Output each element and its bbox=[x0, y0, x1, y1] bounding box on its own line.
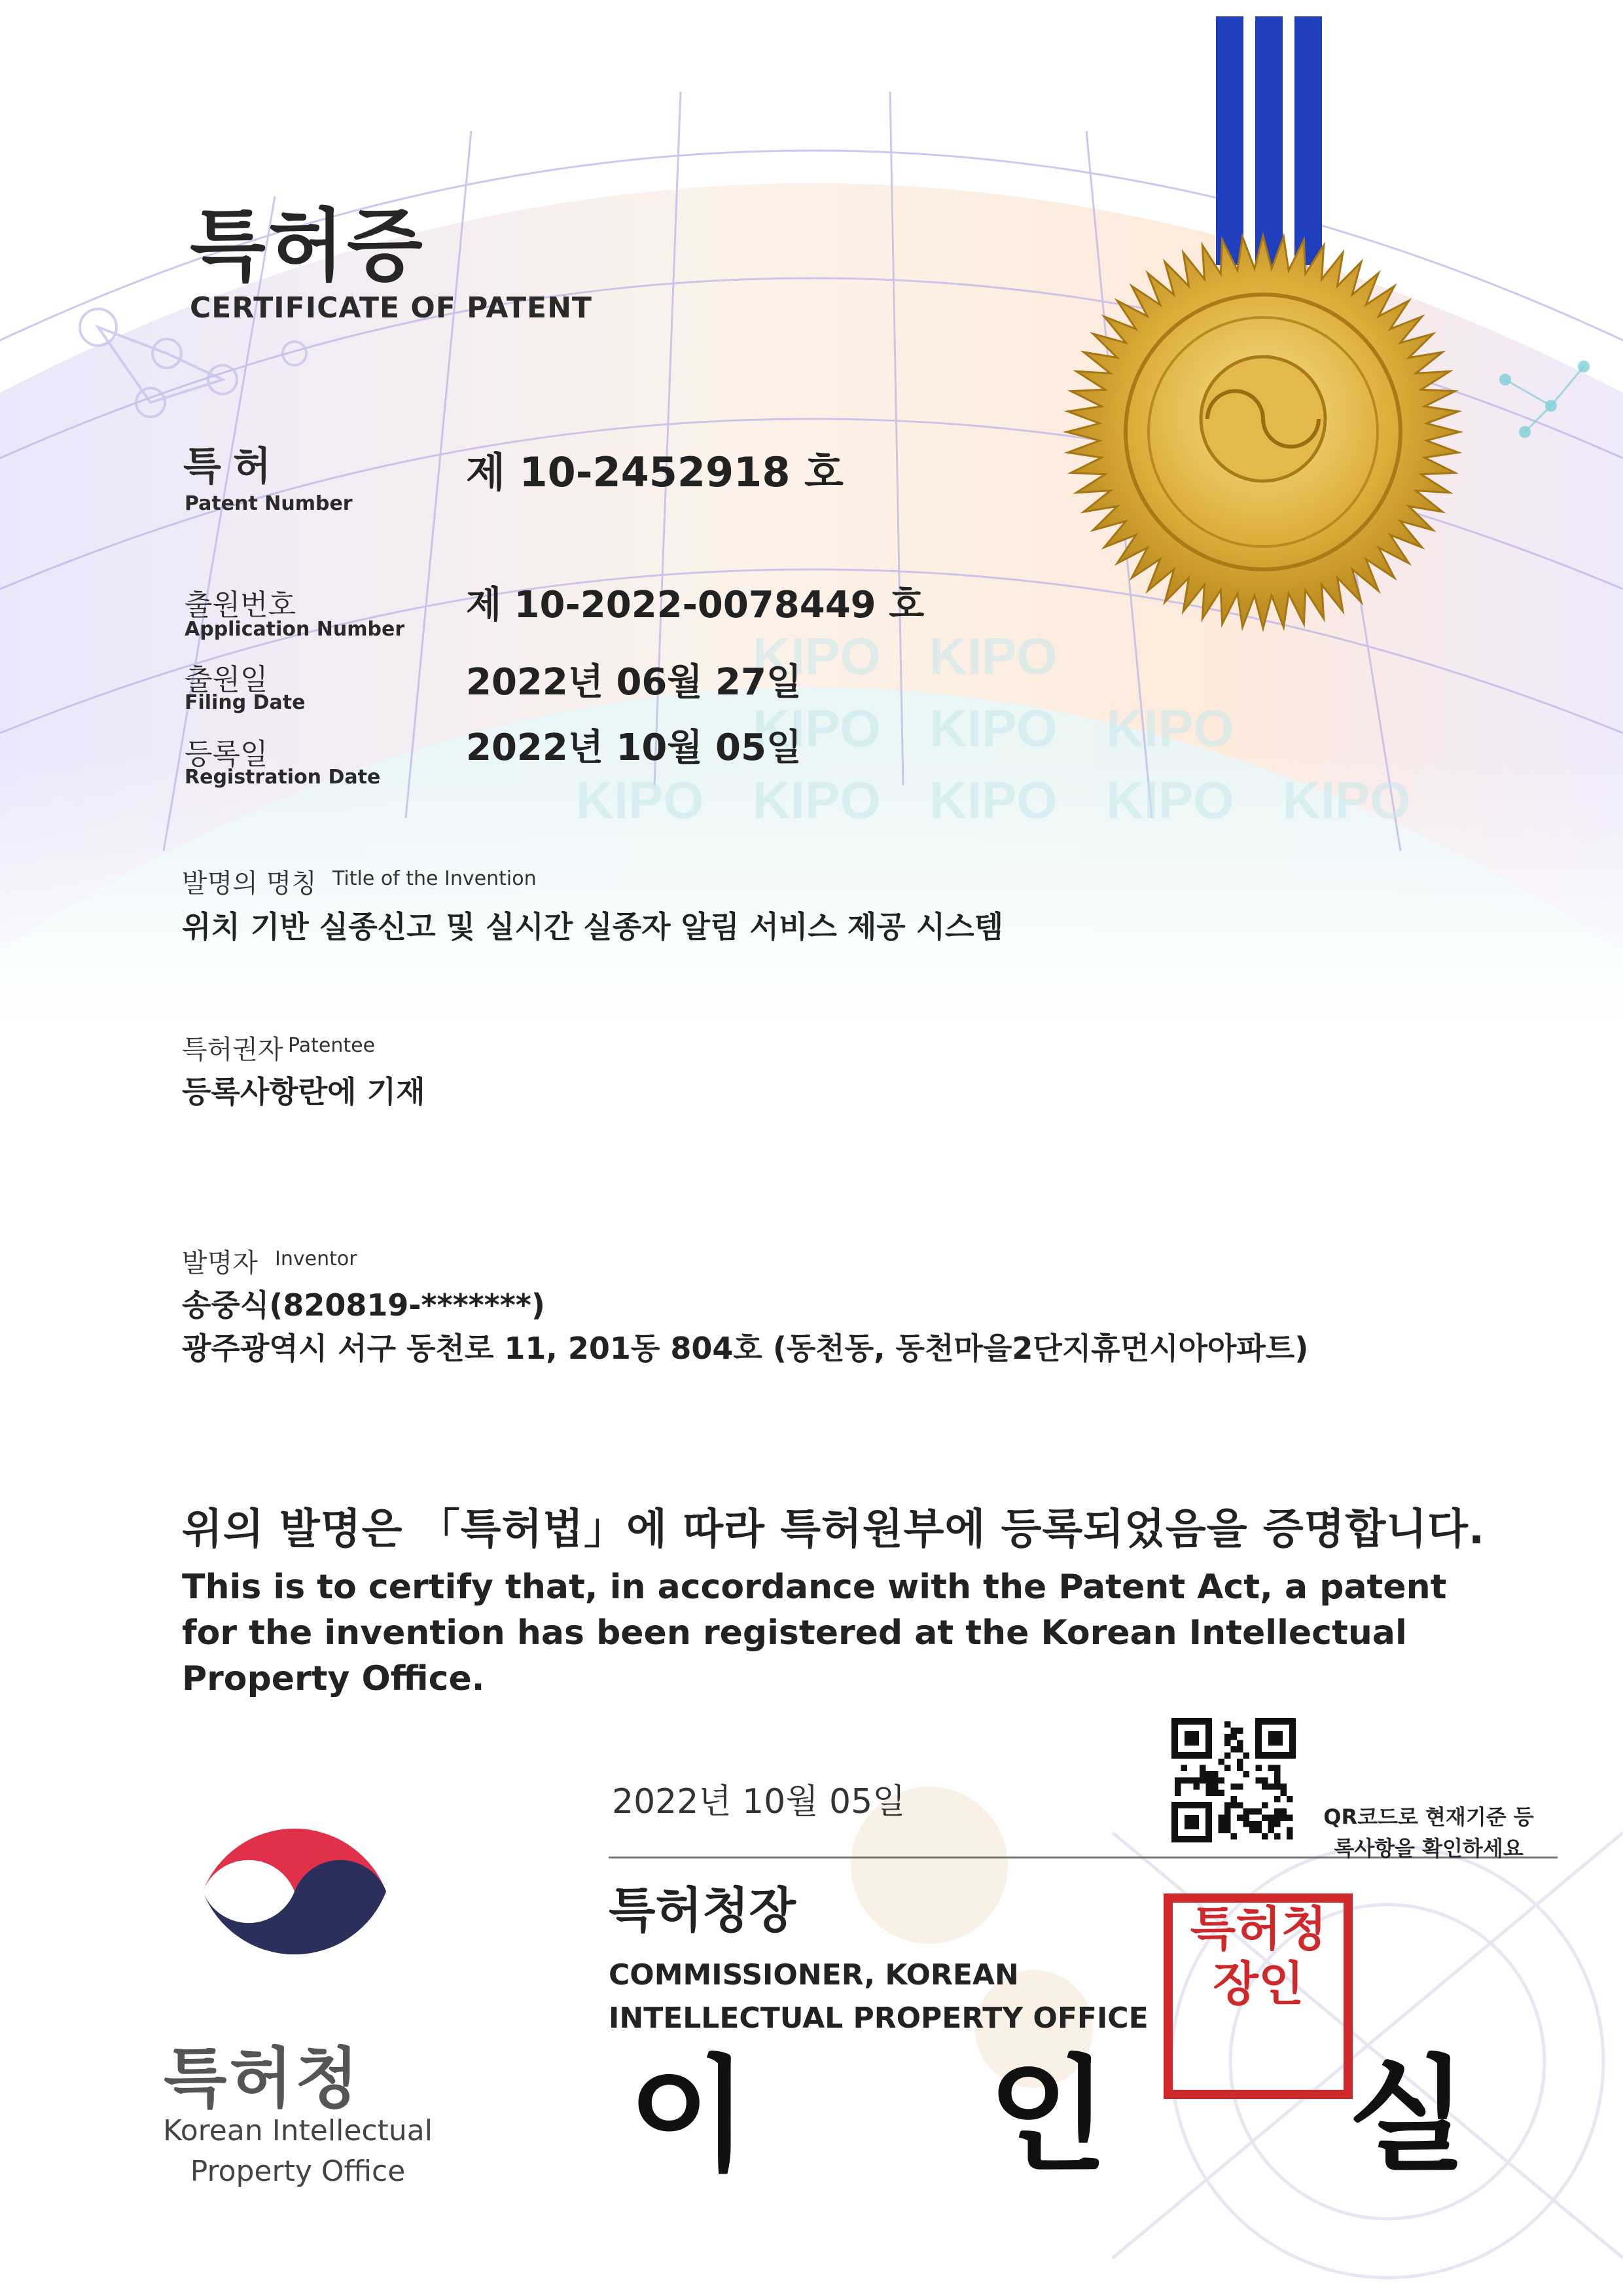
inventor-label: 발명자 bbox=[182, 1248, 258, 1278]
registration-date-label: 등록일 bbox=[185, 738, 268, 771]
svg-text:KIPO: KIPO bbox=[1106, 771, 1234, 829]
filing-date-label: 출원일 bbox=[185, 663, 268, 696]
svg-text:KIPO: KIPO bbox=[929, 699, 1058, 757]
office-name-ko: 특허청 bbox=[164, 2040, 361, 2117]
application-number-label: 출원번호 bbox=[185, 588, 296, 622]
filing-date-value: 2022년 06월 27일 bbox=[466, 661, 802, 704]
certificate-title-en: CERTIFICATE OF PATENT bbox=[190, 291, 592, 325]
application-number-label-en: Application Number bbox=[185, 618, 405, 641]
filing-date-label-en: Filing Date bbox=[185, 691, 306, 714]
red-seal: 특허청장인 bbox=[1190, 1901, 1327, 2011]
svg-text:KIPO: KIPO bbox=[1283, 771, 1411, 829]
commissioner-title-ko: 특허청장 bbox=[609, 1882, 796, 1939]
invention-title-label-en: Title of the Invention bbox=[332, 867, 537, 890]
svg-text:KIPO: KIPO bbox=[576, 771, 704, 829]
svg-text:KIPO: KIPO bbox=[753, 627, 881, 685]
patent-number-label-en: Patent Number bbox=[185, 492, 353, 515]
issue-date: 2022년 10월 05일 bbox=[612, 1782, 906, 1821]
inventor-label-en: Inventor bbox=[275, 1247, 357, 1270]
inventor-name: 송중식(820819-*******) bbox=[182, 1287, 545, 1323]
commissioner-title-en: COMMISSIONER, KOREAN INTELLECTUAL PROPERTY OFFICE bbox=[609, 1958, 1149, 2035]
ribbon bbox=[1216, 16, 1322, 265]
qr-code bbox=[1171, 1718, 1296, 1842]
svg-text:KIPO: KIPO bbox=[929, 771, 1058, 829]
patentee-label: 특허권자 bbox=[182, 1035, 283, 1065]
svg-text:KIPO: KIPO bbox=[1106, 699, 1234, 757]
qr-note: QR코드로 현재기준 등록사항을 확인하세요 bbox=[1323, 1804, 1534, 1861]
certificate-title: 특허증 bbox=[190, 201, 425, 292]
svg-text:KIPO: KIPO bbox=[929, 627, 1058, 685]
svg-text:KIPO: KIPO bbox=[753, 699, 881, 757]
application-number-value: 제 10-2022-0078449 호 bbox=[466, 584, 925, 626]
invention-title-label: 발명의 명칭 bbox=[182, 869, 317, 899]
inventor-address: 광주광역시 서구 동천로 11, 201동 804호 (동천동, 동천마을2단지휴먼시아아파트) bbox=[182, 1331, 1309, 1366]
svg-text:KIPO: KIPO bbox=[753, 771, 881, 829]
invention-title-value: 위치 기반 실종신고 및 실시간 실종자 알림 서비스 제공 시스템 bbox=[182, 909, 1004, 944]
certification-text-ko: 위의 발명은 「특허법」에 따라 특허원부에 등록되었음을 증명합니다. bbox=[182, 1505, 1486, 1554]
patentee-label-en: Patentee bbox=[288, 1034, 376, 1057]
registration-date-label-en: Registration Date bbox=[185, 766, 381, 789]
registration-date-value: 2022년 10월 05일 bbox=[466, 726, 802, 769]
office-name-en: Korean Intellectual Property Office bbox=[163, 2114, 433, 2188]
kipo-logo-mark bbox=[203, 1829, 386, 1954]
patent-number-value: 제 10-2452918 호 bbox=[466, 448, 844, 496]
patentee-value: 등록사항란에 기재 bbox=[182, 1074, 425, 1109]
patent-number-label: 특허 bbox=[183, 444, 283, 490]
certification-text-en: This is to certify that, in accordance with the Patent Act, a patent for the invention has been registered at the Korean Intellectual Property Office. bbox=[182, 1568, 1447, 1698]
commissioner-signature: 이 인 실 bbox=[628, 2042, 1566, 2188]
